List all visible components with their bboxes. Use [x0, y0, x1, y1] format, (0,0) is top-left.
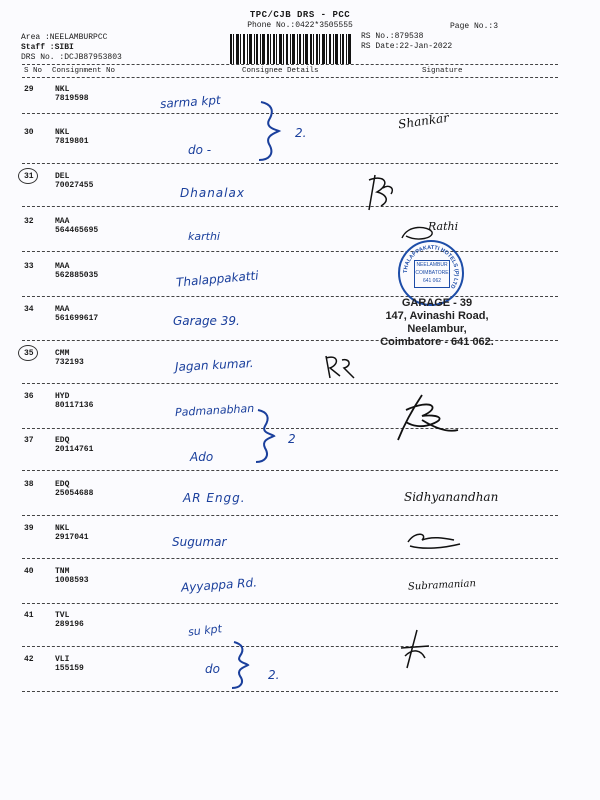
row-divider: [22, 206, 558, 207]
row-consignment: NKL 7819801: [55, 128, 89, 146]
row-sno: 34: [24, 305, 34, 314]
handwritten-count: 2: [288, 432, 296, 446]
row-consignment: TVL 289196: [55, 611, 84, 629]
row-divider: [22, 113, 558, 114]
row-consignment: EDQ 20114761: [55, 436, 94, 454]
header-divider-bottom: [22, 77, 558, 78]
row-sno: 32: [24, 217, 34, 226]
col-consignment: Consignment No: [52, 67, 116, 75]
row-consignment: NKL 2917041: [55, 524, 89, 542]
brace-mark: [255, 100, 285, 162]
signature-38: Sidhyanandhan: [404, 490, 499, 504]
signature-39: [404, 530, 464, 552]
row-sno: 38: [24, 480, 34, 489]
area-label: Area :NEELAMBURPCC: [21, 33, 108, 42]
row-sno: 33: [24, 262, 34, 271]
row-divider: [22, 470, 558, 471]
row-divider: [22, 646, 558, 647]
signature-31: [355, 170, 405, 215]
page-number: Page No.:3: [450, 22, 499, 31]
handwritten-note: Thalappakatti: [175, 268, 260, 290]
circled-mark-35: [18, 345, 38, 361]
row-consignment: EDQ 25054688: [55, 480, 94, 498]
row-consignment: VLI 155159: [55, 655, 84, 673]
row-sno: 42: [24, 655, 34, 664]
row-divider: [22, 603, 558, 604]
signature-42: [395, 628, 435, 670]
document-title: TPC/CJB DRS - PCC: [249, 10, 351, 20]
handwritten-note: Sugumar: [172, 535, 227, 549]
address-stamp-line-4: Coimbatore - 641 062.: [380, 336, 494, 348]
row-consignment: MAA 562885035: [55, 262, 99, 280]
signature-40: Subramanian: [407, 578, 477, 593]
row-sno: 31: [24, 172, 34, 181]
row-sno: 29: [24, 85, 34, 94]
barcode: [230, 34, 352, 64]
row-divider: [22, 558, 558, 559]
stamp-inner: [414, 260, 450, 288]
handwritten-note: do -: [188, 143, 212, 157]
row-consignment: MAA 561699617: [55, 305, 99, 323]
col-sno: S No: [24, 67, 43, 75]
handwritten-note: Ayyappa Rd.: [180, 575, 258, 595]
brace-mark: [252, 408, 280, 464]
handwritten-note: do: [205, 662, 220, 676]
drs-number: DRS No. :DCJB87953803: [21, 53, 122, 62]
handwritten-note: Padmanabhan: [174, 401, 255, 420]
stamp-ring-text: THALAPPAKATTI HOTELS (P) LTD: [402, 244, 460, 290]
address-stamp-line-1: GARAGE - 39: [401, 297, 473, 309]
col-consignee: Consignee Details: [242, 67, 319, 75]
row-divider: [22, 428, 558, 429]
row-divider: [22, 691, 558, 692]
row-consignment: HYD 80117136: [55, 392, 94, 410]
row-divider: [22, 383, 558, 384]
circled-mark-31: [18, 168, 38, 184]
handwritten-note: Dhanalax: [180, 186, 245, 200]
row-sno: 41: [24, 611, 34, 620]
handwritten-note: karthi: [188, 230, 220, 243]
row-sno: 36: [24, 392, 34, 401]
row-consignment: DEL 70027455: [55, 172, 94, 190]
signature-35: [320, 352, 360, 382]
rs-date: RS Date:22-Jan-2022: [361, 42, 453, 51]
col-signature: Signature: [422, 67, 463, 75]
stamp-line-3: 641 062: [422, 278, 442, 284]
signature-29: Shankar: [397, 110, 450, 132]
address-stamp: [372, 297, 502, 349]
row-sno: 39: [24, 524, 34, 533]
handwritten-note: Garage 39.: [173, 314, 240, 328]
row-consignment: TNM 1008593: [55, 567, 89, 585]
row-divider: [22, 515, 558, 516]
row-sno: 37: [24, 436, 34, 445]
rs-number: RS No.:879538: [361, 32, 424, 41]
handwritten-note: sarma kpt: [159, 92, 222, 112]
brace-mark: [228, 640, 254, 690]
handwritten-count: 2.: [268, 668, 280, 682]
row-sno: 35: [24, 349, 34, 358]
row-consignment: MAA 564465695: [55, 217, 99, 235]
row-consignment: NKL 7819598: [55, 85, 89, 103]
row-divider: [22, 163, 558, 164]
row-divider: [22, 251, 558, 252]
stamp-line-1: NEELAMBUR: [416, 262, 448, 268]
handwritten-note: su kpt: [187, 622, 223, 639]
handwritten-note: AR Engg.: [183, 491, 246, 505]
handwritten-note: Ado: [190, 450, 214, 464]
address-stamp-line-3: Neelambur,: [407, 323, 467, 335]
row-sno: 30: [24, 128, 34, 137]
header-divider-top: [22, 64, 558, 65]
row-consignment: CMM 732193: [55, 349, 84, 367]
staff-label: Staff :SIBI: [21, 43, 74, 52]
address-stamp-line-2: 147, Avinashi Road,: [385, 310, 489, 322]
phone-number: Phone No.:0422*3505555: [247, 21, 353, 30]
stamp-line-2: COIMBATORE: [415, 270, 449, 276]
row-sno: 40: [24, 567, 34, 576]
handwritten-note: Jagan kumar.: [174, 355, 254, 375]
signature-32: Rathi: [428, 220, 459, 233]
handwritten-count: 2.: [295, 126, 307, 140]
signature-36: [392, 390, 462, 445]
